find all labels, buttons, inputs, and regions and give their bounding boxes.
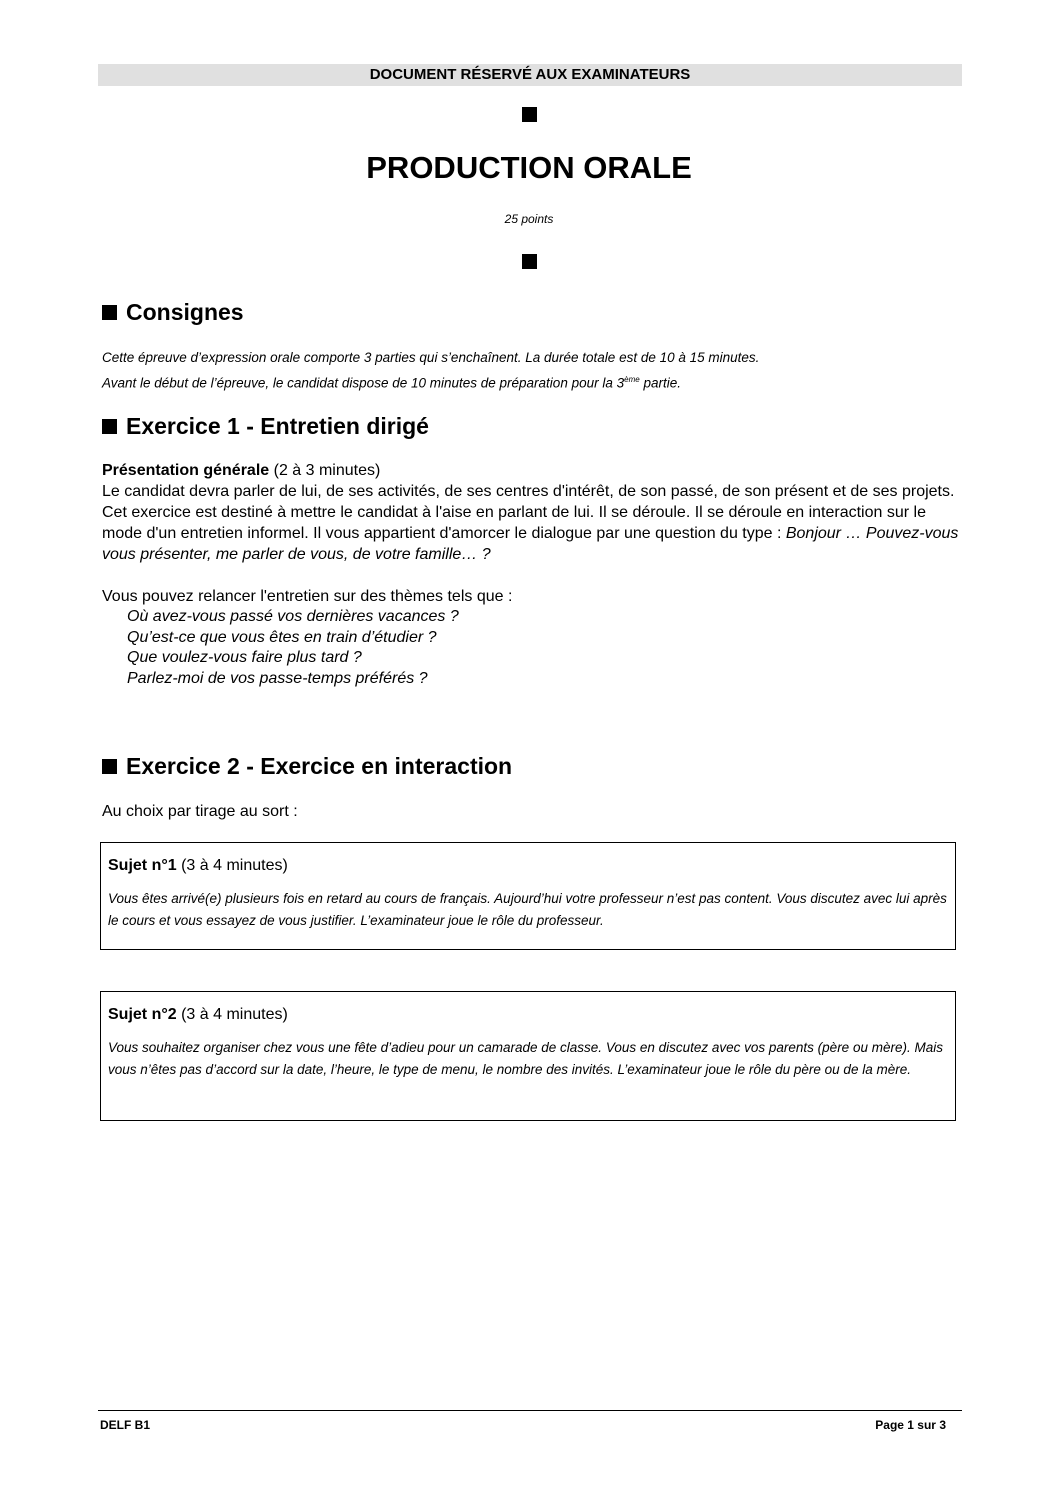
section-heading-exercice-2 [102, 751, 512, 781]
consignes-text [102, 347, 964, 395]
sujet-title: Sujet n°1 (3 à 4 minutes) [108, 857, 288, 874]
square-bullet-icon [522, 254, 537, 269]
section-heading-consignes [102, 297, 244, 327]
exercice-2-intro: Au choix par tirage au sort : [102, 803, 298, 820]
footer-page-number: Page 1 sur 3 [875, 1418, 946, 1432]
sujet-description: Vous êtes arrivé(e) plusieurs fois en retard au cours de français. Aujourd’hui votre professeur n’est pas content. Vous discutez avec lui après le cours et vous essayez de vous justifier. L’examinateur joue le rôle du professeur. [108, 891, 947, 928]
square-bullet-icon [102, 759, 117, 774]
heading-text: Consignes [126, 299, 244, 325]
list-item: Que voulez-vous faire plus tard ? [127, 649, 362, 666]
sujet-box-1 [100, 842, 956, 950]
sujet-title: Sujet n°2 (3 à 4 minutes) [108, 1006, 288, 1023]
consignes-line-1: Cette épreuve d’expression orale comporte 3 parties qui s’enchaînent. La durée totale est de 10 à 15 minutes. [102, 350, 760, 365]
heading-text: Exercice 1 - Entretien dirigé [126, 413, 429, 439]
square-bullet-icon [102, 419, 117, 434]
examiner-banner: DOCUMENT RÉSERVÉ AUX EXAMINATEURS [98, 64, 962, 86]
square-bullet-icon [522, 107, 537, 122]
exercice-1-paragraph-1: Le candidat devra parler de lui, de ses activités, de ses centres d'intérêt, de son passé, de son présent et de ses projets. [102, 483, 955, 500]
heading-text: Exercice 2 - Exercice en interaction [126, 753, 513, 779]
footer-divider [98, 1410, 962, 1411]
page-title: PRODUCTION ORALE [366, 150, 692, 185]
footer-exam-label: DELF B1 [100, 1418, 151, 1432]
list-item: Où avez-vous passé vos dernières vacances ? [127, 608, 459, 625]
square-bullet-icon [102, 305, 117, 320]
list-item: Qu’est-ce que vous êtes en train d’étudier ? [127, 628, 437, 646]
points-label: 25 points [504, 212, 554, 226]
themes-list [102, 607, 964, 689]
relance-text: Vous pouvez relancer l'entretien sur des thèmes tels que : [102, 588, 513, 605]
consignes-line-2: Avant le début de l’épreuve, le candidat dispose de 10 minutes de préparation pour la 3ème partie. [102, 375, 681, 391]
list-item: Parlez-moi de vos passe-temps préférés ? [127, 669, 428, 687]
sujet-description: Vous souhaitez organiser chez vous une fête d’adieu pour un camarade de classe. Vous en discutez avec vos parents (père ou mère). Mais vous n’êtes pas d’accord sur la date, l’heure, le type de menu, le nombre des invités. L’examinateur joue le rôle du père ou de la mère. [108, 1040, 943, 1077]
exercice-1-paragraph-2: Cet exercice est destiné à mettre le candidat à l'aise en parlant de lui. Il se déroule. Il se déroule en interaction sur le mode d'un entretien informel. Il vous appartient d'amorcer le dialogue par une question du type : Bonjour … Pouvez-vous vous présenter, me parler de vous, de votre famille… ? [102, 504, 959, 563]
presentation-generale: Présentation générale (2 à 3 minutes) [102, 462, 381, 479]
exercice-1-body [102, 460, 964, 689]
section-heading-exercice-1 [102, 411, 429, 441]
sujet-box-2 [100, 991, 956, 1121]
